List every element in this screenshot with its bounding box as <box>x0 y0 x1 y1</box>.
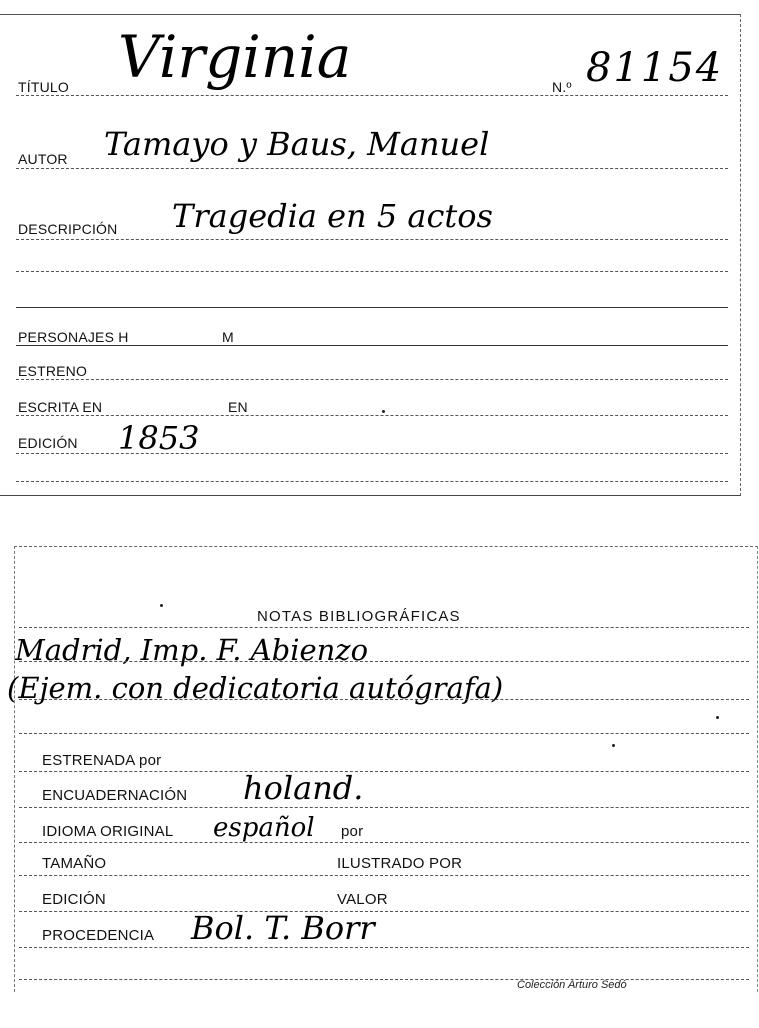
personajes-label: PERSONAJES H <box>18 329 129 345</box>
notas-line-4 <box>19 733 749 734</box>
procedencia-line <box>19 947 749 948</box>
bottom-line <box>16 481 728 482</box>
numero-value: 81154 <box>586 45 724 91</box>
tamano-line <box>19 875 749 876</box>
estreno-label: ESTRENO <box>18 363 88 379</box>
encuadernacion-line <box>19 807 749 808</box>
speck <box>160 604 163 607</box>
speck <box>612 744 615 747</box>
idioma-por-label: por <box>341 823 364 840</box>
estrenada-line <box>19 771 749 772</box>
edicion-label-2: EDICIÓN <box>42 891 106 908</box>
estreno-line <box>16 379 728 380</box>
autor-value: Tamayo y Baus, Manuel <box>104 125 490 163</box>
descripcion-line-1 <box>16 239 728 240</box>
procedencia-label: PROCEDENCIA <box>42 927 155 944</box>
speck <box>716 716 719 719</box>
speck <box>382 410 385 413</box>
estrenada-label: ESTRENADA por <box>42 752 162 769</box>
en-label: EN <box>228 399 248 415</box>
escrita-label: ESCRITA EN <box>18 399 103 415</box>
idioma-label: IDIOMA ORIGINAL <box>42 823 174 840</box>
notas-line-2 <box>19 661 749 662</box>
footer-credit: Colección Arturo Sedó <box>517 979 627 991</box>
note-line-2: (Ejem. con dedicatoria autógrafa) <box>7 671 504 705</box>
procedencia-value: Bol. T. Borr <box>191 909 375 947</box>
tamano-label: TAMAÑO <box>42 855 107 872</box>
numero-label: N.º <box>552 79 572 95</box>
titulo-label: TÍTULO <box>18 79 69 95</box>
catalog-card-front <box>0 14 741 496</box>
valor-label: VALOR <box>337 891 388 908</box>
personajes-line <box>16 345 728 346</box>
notas-heading: NOTAS BIBLIOGRÁFICAS <box>257 608 461 625</box>
autor-line <box>16 168 728 169</box>
encuadernacion-value: holand. <box>243 769 364 807</box>
idioma-line <box>19 842 749 843</box>
autor-label: AUTOR <box>18 151 68 167</box>
encuadernacion-label: ENCUADERNACIÓN <box>42 787 188 804</box>
descripcion-line-3 <box>16 307 728 308</box>
edicion-line <box>16 453 728 454</box>
escrita-line <box>16 415 728 416</box>
note-line-1: Madrid, Imp. F. Abienzo <box>15 633 369 667</box>
descripcion-value: Tragedia en 5 actos <box>172 197 493 235</box>
notas-line-3 <box>19 699 749 700</box>
idioma-value: español <box>213 813 315 843</box>
descripcion-label: DESCRIPCIÓN <box>18 221 118 237</box>
edicion-label: EDICIÓN <box>18 435 78 451</box>
descripcion-line-2 <box>16 271 728 272</box>
bottom-line-2 <box>19 979 749 980</box>
titulo-value: Virginia <box>118 23 352 91</box>
notas-line-1 <box>19 627 749 628</box>
titulo-line <box>16 95 728 96</box>
personajes-m-label: M <box>222 329 234 345</box>
catalog-card-back <box>7 546 758 992</box>
edicion-value: 1853 <box>118 419 200 457</box>
ilustrado-label: ILUSTRADO POR <box>337 855 463 872</box>
edicion-line-2 <box>19 911 749 912</box>
